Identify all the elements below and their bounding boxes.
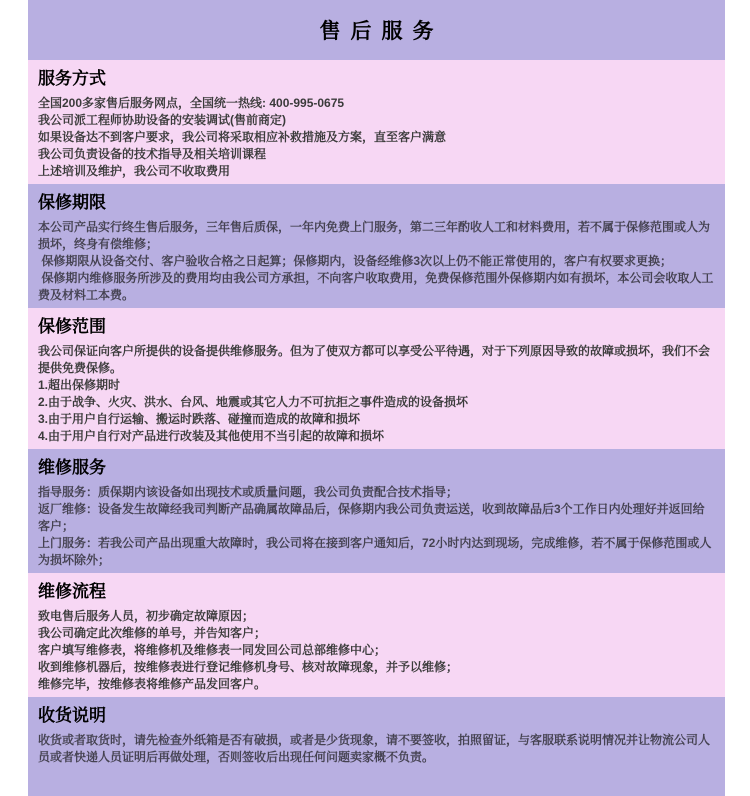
paragraph: 客户填写维修表，将维修机及维修表一同发回公司总部维修中心； [38,643,387,657]
paragraph: 致电售后服务人员，初步确定故障原因； [38,609,255,623]
paragraph: 指导服务：质保期内该设备如出现技术或质量问题，我公司负责配合技术指导； [38,485,459,499]
paragraph: 我公司确定此次维修的单号，并告知客户； [38,626,267,640]
section-title: 维修流程 [38,582,106,601]
section-title: 保修范围 [38,317,106,336]
paragraph: 保修期内维修服务所涉及的费用均由我公司方承担，不向客户收取费用，免费保修范围外保修期内如有损坏，本公司会收取人工费及材料工本费。 [38,271,714,302]
paragraph: 本公司产品实行终生售后服务，三年售后质保，一年内免费上门服务，第二三年酌收人工和材料费用，若不属于保修范围或人为损坏，终身有偿维修； [38,220,711,251]
section-repair-service [28,449,725,573]
page-title: 售后服务 [319,20,444,43]
paragraph: 保修期限从设备交付、客户验收合格之日起算；保修期内，设备经维修3次以上仍不能正常使用的，客户有权要求更换； [38,254,673,268]
section-warranty-scope [28,308,725,449]
list-item: 3.由于用户自行运输、搬运时跌落、碰撞而造成的故障和损坏 [38,412,361,426]
section-service-methods [28,60,725,184]
section-title: 维修服务 [38,458,106,477]
paragraph: 返厂维修：设备发生故障经我司判断产品确属故障品后，保修期内我公司负责运送，收到故障品后3个工作日内处理好并返回给客户； [38,502,705,533]
section-warranty-period [28,184,725,308]
paragraph: 维修完毕，按维修表将维修产品发回客户。 [38,677,267,691]
paragraph: 上门服务：若我公司产品出现重大故障时，我公司将在接到客户通知后，72小时内达到现场，完成维修，若不属于保修范围或人为损坏除外； [38,536,712,567]
paragraph: 收到维修机器后，按维修表进行登记维修机身号、核对故障现象，并予以维修； [38,660,459,674]
paragraph: 我公司保证向客户所提供的设备提供维修服务。但为了使双方都可以享受公平待遇，对于下列原因导致的故障或损坏，我们不会提供免费保修。 [38,344,711,375]
paragraph: 全国200多家售后服务网点，全国统一热线: 400-995-0675 [38,96,345,110]
paragraph: 我公司负责设备的技术指导及相关培训课程 [38,147,267,161]
paragraph: 收货或者取货时，请先检查外纸箱是否有破损，或者是少货现象，请不要签收，拍照留证，与客服联系说明情况并让物流公司人员或者快递人员证明后再做处理，否则签收后出现任何问题卖家概不负责。 [38,733,711,764]
paragraph: 如果设备达不到客户要求，我公司将采取相应补救措施及方案，直至客户满意 [38,130,447,144]
section-title: 保修期限 [38,193,106,212]
page-header [28,0,725,60]
section-title: 收货说明 [38,706,106,725]
list-item: 1.超出保修期时 [38,378,121,392]
section-receiving-notes [28,697,725,796]
list-item: 2.由于战争、火灾、洪水、台风、地震或其它人力不可抗拒之事件造成的设备损坏 [38,395,469,409]
section-title: 服务方式 [38,69,106,88]
section-repair-process [28,573,725,697]
after-sales-page [28,0,725,796]
list-item: 4.由于用户自行对产品进行改装及其他使用不当引起的故障和损坏 [38,429,385,443]
paragraph: 我公司派工程师协助设备的安装调试(售前商定) [38,113,286,127]
paragraph: 上述培训及维护，我公司不收取费用 [38,164,231,178]
